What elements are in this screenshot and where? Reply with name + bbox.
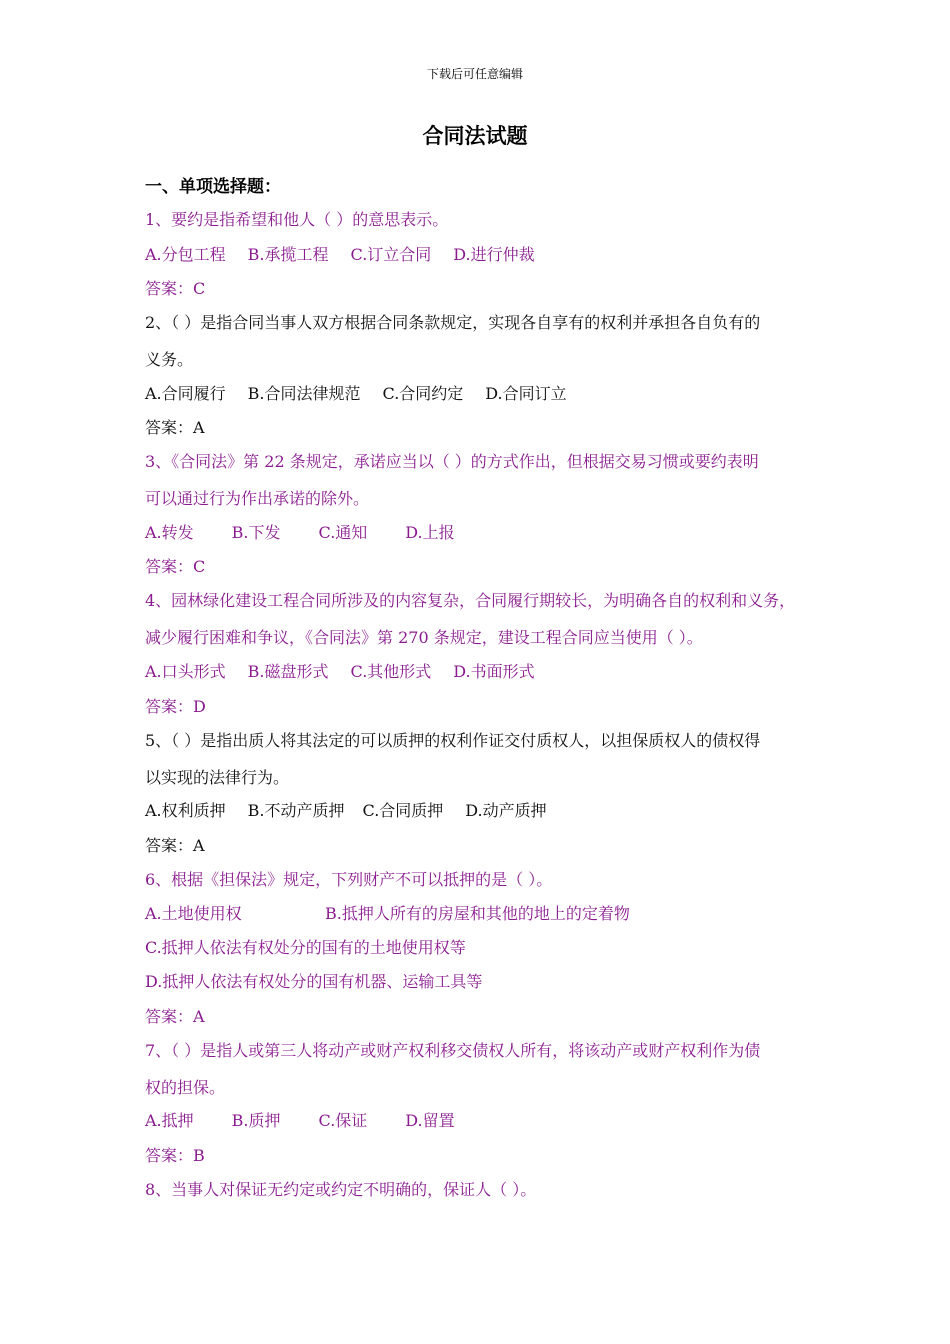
question-3-text-cont: 可以通过行为作出承诺的除外。 [145, 489, 370, 508]
question-6-answer: 答案：A [145, 1007, 205, 1026]
option-a: A.口头形式 [145, 662, 226, 681]
question-5-options [145, 800, 547, 822]
question-6-text: 6、根据《担保法》规定，下列财产不可以抵押的是（ ）。 [145, 870, 553, 889]
option-a: A.权利质押 [145, 801, 226, 820]
question-3-answer: 答案：C [145, 557, 206, 576]
question-1-options [145, 244, 535, 266]
question-5-text: 5、（ ）是指出质人将其法定的可以质押的权利作证交付质权人，以担保质权人的债权得 [145, 731, 761, 750]
option-a: A.合同履行 [145, 384, 226, 403]
option-b: B.下发 [231, 523, 281, 542]
question-2-answer: 答案：A [145, 418, 205, 437]
option-d: D.动产质押 [465, 801, 547, 820]
question-3-text: 3、《合同法》第 22 条规定，承诺应当以（ ）的方式作出，但根据交易习惯或要约表明 [145, 452, 759, 471]
option-a: A.转发 [145, 523, 194, 542]
question-4-text-cont: 减少履行困难和争议，《合同法》第 270 条规定，建设工程合同应当使用（ ）。 [145, 628, 703, 647]
question-5-answer: 答案：A [145, 836, 205, 855]
question-4-options [145, 661, 535, 683]
option-c: C.订立合同 [350, 245, 432, 264]
option-a: A.分包工程 [145, 245, 226, 264]
option-d: D.上报 [405, 523, 455, 542]
option-c: C.合同质押 [362, 801, 444, 820]
question-2-text: 2、（ ）是指合同当事人双方根据合同条款规定，实现各自享有的权利并承担各自负有的 [145, 313, 761, 332]
question-7-answer: 答案：B [145, 1146, 205, 1165]
option-d: D.进行仲裁 [453, 245, 535, 264]
option-c: C.保证 [318, 1111, 368, 1130]
question-3-options [145, 522, 455, 544]
option-b: B.合同法律规范 [247, 384, 361, 403]
option-c: C.合同约定 [382, 384, 464, 403]
option-c: C.其他形式 [350, 662, 432, 681]
option-b: B.磁盘形式 [247, 662, 329, 681]
question-5-text-cont: 以实现的法律行为。 [145, 768, 290, 787]
option-b: B.抵押人所有的房屋和其他的地上的定着物 [325, 904, 630, 923]
question-4-answer: 答案：D [145, 697, 206, 716]
question-8-text: 8、当事人对保证无约定或约定不明确的，保证人（ ）。 [145, 1180, 537, 1199]
question-2-options [145, 383, 567, 405]
option-b: B.质押 [231, 1111, 281, 1130]
question-2-text-cont: 义务。 [145, 350, 194, 369]
page-header: 下载后可任意编辑 [426, 67, 523, 81]
question-1-text: 1、要约是指希望和他人（ ）的意思表示。 [145, 210, 449, 229]
option-d: D.合同订立 [485, 384, 567, 403]
question-4-text: 4、园林绿化建设工程合同所涉及的内容复杂，合同履行期较长，为明确各自的权利和义务， [145, 591, 796, 610]
option-d: D.书面形式 [453, 662, 535, 681]
question-7-text-cont: 权的担保。 [145, 1078, 226, 1097]
question-1-answer: 答案：C [145, 279, 206, 298]
document-title: 合同法试题 [422, 123, 528, 148]
option-c: C.通知 [318, 523, 368, 542]
question-6-options-row1 [145, 903, 630, 925]
option-b: B.承揽工程 [247, 245, 329, 264]
option-b: B.不动产质押 [247, 801, 345, 820]
option-d: D.留置 [405, 1111, 455, 1130]
question-7-options [145, 1110, 455, 1132]
question-6-option-c: C.抵押人依法有权处分的国有的土地使用权等 [145, 938, 466, 957]
question-6-option-d: D.抵押人依法有权处分的国有机器、运输工具等 [145, 972, 483, 991]
question-7-text: 7、（ ）是指人或第三人将动产或财产权利移交债权人所有，将该动产或财产权利作为债 [145, 1041, 761, 1060]
section-heading: 一、单项选择题： [145, 177, 281, 197]
option-a: A.土地使用权 [145, 904, 242, 923]
option-a: A.抵押 [145, 1111, 194, 1130]
